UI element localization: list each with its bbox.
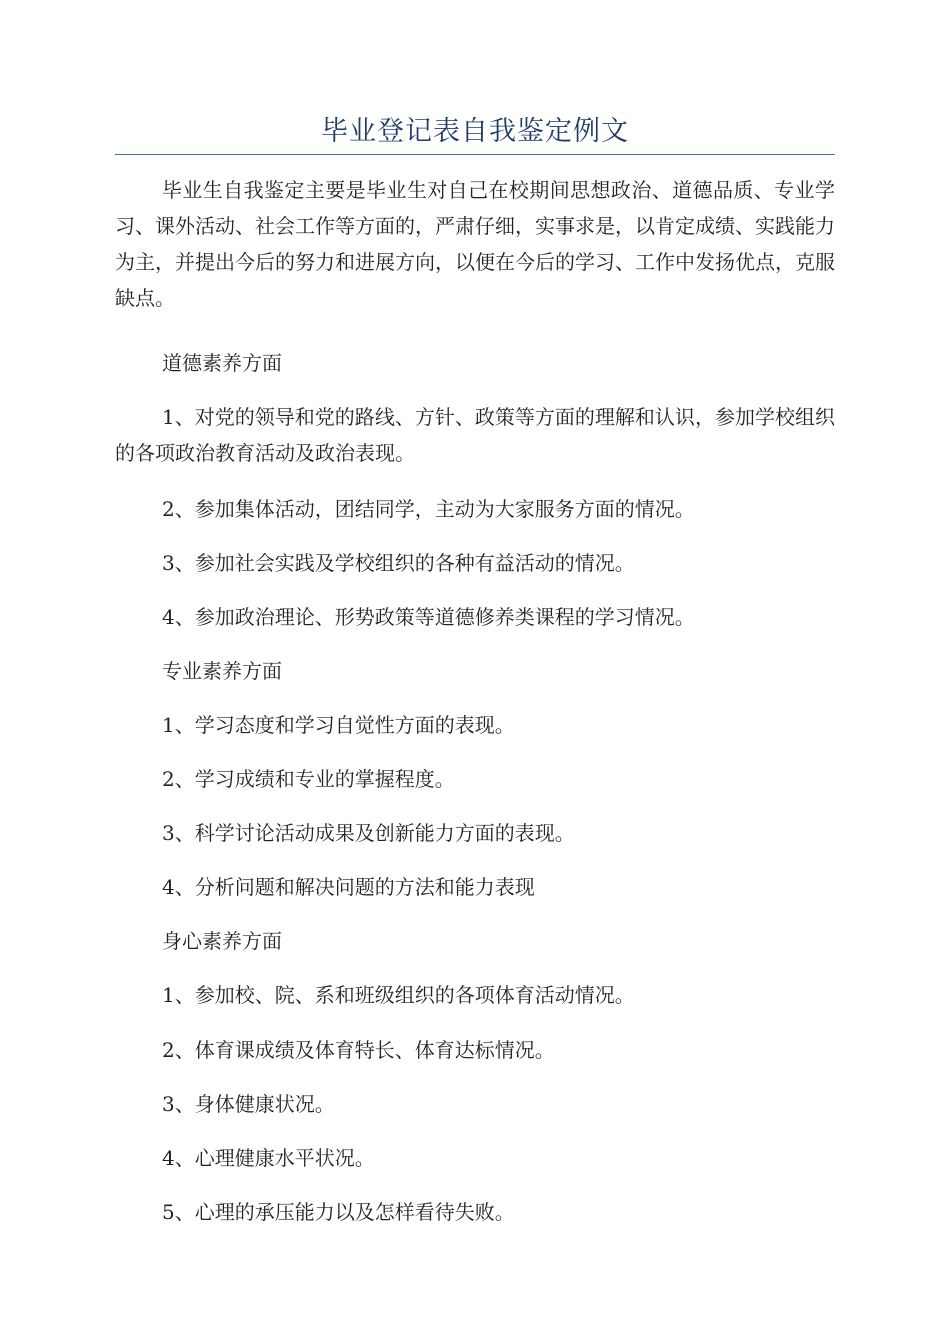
physical-item-3: 3、身体健康状况。: [162, 1092, 335, 1116]
moral-item-2: 2、参加集体活动，团结同学，主动为大家服务方面的情况。: [162, 497, 695, 521]
professional-item-1: 1、学习态度和学习自觉性方面的表现。: [162, 713, 515, 737]
physical-item-2: 2、体育课成绩及体育特长、体育达标情况。: [162, 1038, 555, 1062]
professional-item-4: 4、分析问题和解决问题的方法和能力表现: [162, 875, 535, 899]
document-title: 毕业登记表自我鉴定例文: [321, 116, 629, 147]
professional-item-2: 2、学习成绩和专业的掌握程度。: [162, 767, 455, 791]
moral-item-4: 4、参加政治理论、形势政策等道德修养类课程的学习情况。: [162, 605, 695, 629]
intro-paragraph: 毕业生自我鉴定主要是毕业生对自己在校期间思想政治、道德品质、专业学习、课外活动、社会工作等方面的，严肃仔细，实事求是，以肯定成绩、实践能力为主，并提出今后的努力和进展方向，以便在今后的学习、工作中发扬优点，克服缺点。: [115, 178, 835, 310]
professional-item-3: 3、科学讨论活动成果及创新能力方面的表现。: [162, 821, 575, 845]
moral-item-3: 3、参加社会实践及学校组织的各种有益活动的情况。: [162, 551, 635, 575]
physical-item-4: 4、心理健康水平状况。: [162, 1146, 375, 1170]
section-heading-professional: 专业素养方面: [162, 659, 282, 683]
physical-item-1: 1、参加校、院、系和班级组织的各项体育活动情况。: [162, 983, 635, 1007]
section-heading-moral: 道德素养方面: [162, 351, 282, 375]
section-heading-physical-mental: 身心素养方面: [162, 929, 282, 953]
title-underline: [115, 154, 835, 155]
physical-item-5: 5、心理的承压能力以及怎样看待失败。: [162, 1200, 515, 1224]
moral-item-1: 1、对党的领导和党的路线、方针、政策等方面的理解和认识，参加学校组织的各项政治教育活动及政治表现。: [115, 405, 835, 465]
